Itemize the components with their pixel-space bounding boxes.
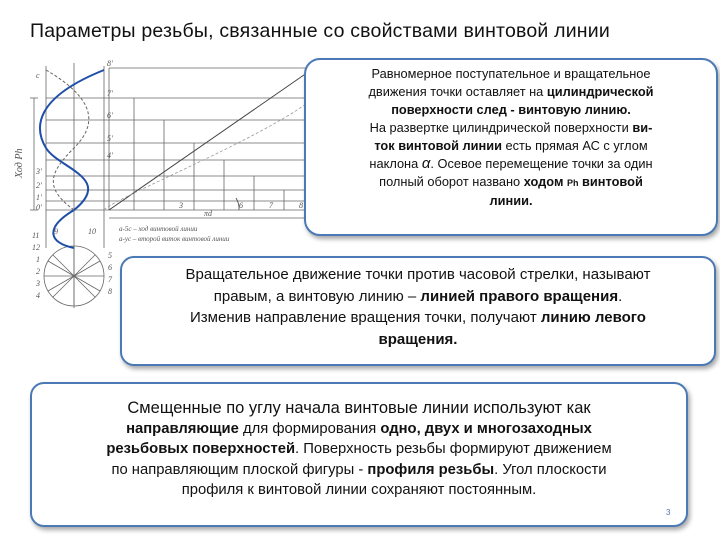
slide-title: Параметры резьбы, связанные со свойствами винтовой линии <box>30 20 610 42</box>
emphasis: ви- <box>632 120 653 135</box>
text-line: Вращательное движение точки против часовой стрелки, называют <box>185 266 651 283</box>
text-span: . Осевое перемещение точки за один <box>430 156 653 171</box>
emphasis: линии. <box>489 193 533 208</box>
text-line <box>132 286 704 308</box>
emphasis: винтовой <box>578 174 643 189</box>
point-label: 6' <box>107 111 113 120</box>
point-label: 4' <box>107 151 113 160</box>
emphasis: профиля резьбы <box>367 461 495 478</box>
point-label: 0' <box>36 203 42 212</box>
rotation-direction-box <box>120 256 716 366</box>
emphasis: ходом <box>523 174 564 189</box>
text-span: по направляющим плоской фигуры - <box>111 461 368 478</box>
text-line <box>316 83 706 101</box>
text-span: . Поверхность резьбы формируют движением <box>295 441 612 457</box>
lead-symbol: Рh <box>566 178 579 188</box>
point-label: 8' <box>107 59 113 68</box>
bottom-label: 7 <box>269 201 273 210</box>
page-number: 3 <box>666 508 671 517</box>
text-span: полный оборот названо <box>379 174 524 189</box>
point-label: 5' <box>107 134 113 143</box>
circle-label: 6 <box>108 263 112 272</box>
circle-label: 1 <box>36 255 40 264</box>
circle-label: 12 <box>32 243 40 252</box>
point-label: 3' <box>36 167 42 176</box>
circle-label: 10 <box>88 227 96 236</box>
emphasis: поверхности след <box>391 102 507 117</box>
circle-label: 8 <box>108 287 112 296</box>
circle-label: 3 <box>36 279 40 288</box>
circle-label: 5 <box>108 251 112 260</box>
emphasis: линией правого вращения <box>420 287 619 305</box>
text-line <box>316 155 706 173</box>
text-line: Равномерное поступательное и вращательное <box>371 66 651 81</box>
emphasis: одно, двух и многозаходных <box>380 420 592 437</box>
point-label: 2' <box>36 181 42 190</box>
text-line: профиля к винтовой линии сохраняют постоянным. <box>181 482 537 498</box>
point-label: 7' <box>107 89 113 98</box>
bottom-label: 8 <box>299 201 303 210</box>
text-span: правым, а винтовую линию – <box>213 287 421 305</box>
text-line <box>316 137 706 155</box>
text-span: наклона <box>369 156 422 171</box>
alpha-symbol: α <box>421 155 431 172</box>
circle-label: 4 <box>36 291 40 300</box>
text-line <box>316 119 706 137</box>
legend-line: а-5с – ход винтовой линии <box>119 225 198 233</box>
circle-label: 11 <box>32 231 40 240</box>
emphasis: резьбовых поверхностей <box>106 441 296 457</box>
text-span: . <box>618 287 623 305</box>
point-label: c <box>36 71 40 80</box>
text-line <box>40 460 678 481</box>
text-line <box>316 173 706 192</box>
text-span: . Угол плоскости <box>494 461 607 478</box>
bottom-label: 3 <box>179 201 183 210</box>
text-line <box>40 419 678 440</box>
legend-line: а-ус – второй виток винтовой линии <box>119 235 230 243</box>
text-span: есть прямая АС с углом <box>501 138 648 153</box>
text-span: для формирования <box>238 420 381 437</box>
emphasis: - винтовую линию. <box>506 102 631 117</box>
text-line <box>132 307 704 329</box>
emphasis: направляющие <box>126 420 239 437</box>
text-line <box>40 439 678 460</box>
thread-profile-box <box>30 382 688 527</box>
axis-label: Ход Ph <box>14 148 25 178</box>
emphasis: цилиндрической <box>546 84 654 99</box>
text-line <box>316 101 706 119</box>
emphasis: ток винтовой линии <box>374 138 502 153</box>
text-line: Смещенные по углу начала винтовые линии используют как <box>127 399 591 417</box>
x-dimension-label: πd <box>204 209 213 218</box>
point-label: 1' <box>36 193 42 202</box>
text-line <box>132 329 704 351</box>
circle-label: 7 <box>108 275 112 284</box>
text-span: На развертке цилиндрической поверхности <box>369 120 633 135</box>
text-span: движения точки оставляет на <box>368 84 547 99</box>
text-span: Изменив направление вращения точки, получают <box>190 309 541 326</box>
circle-label: 2 <box>36 267 40 276</box>
helix-definition-box <box>304 58 718 236</box>
circle-label: 9 <box>54 227 58 236</box>
emphasis: линию левого <box>540 309 646 326</box>
text-line <box>316 192 706 210</box>
emphasis: вращения. <box>378 330 458 348</box>
bottom-label: 6 <box>239 201 243 210</box>
